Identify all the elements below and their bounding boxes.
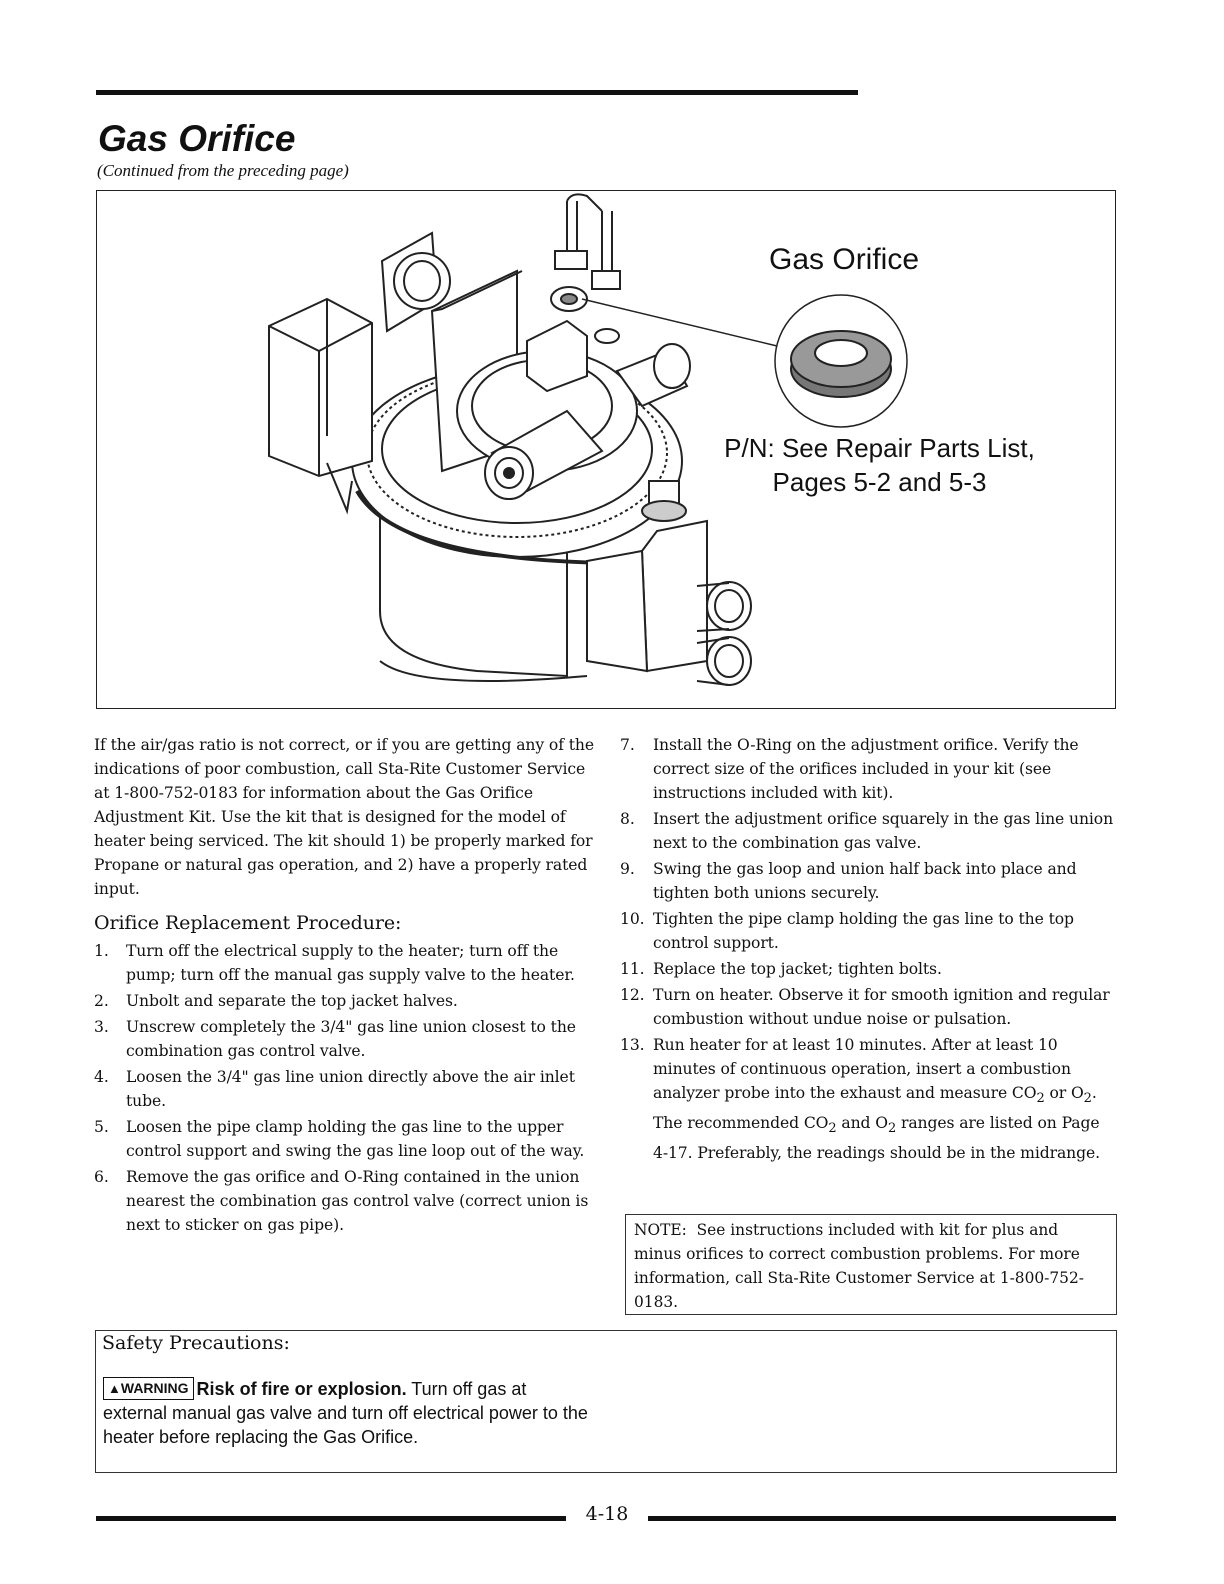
list-item: 11. Replace the top jacket; tighten bolts. — [620, 960, 942, 978]
list-item: 4. Loosen the 3/4" gas line union directly above the air inlet tube. — [94, 1068, 575, 1110]
top-rule — [96, 90, 858, 95]
callout-pn-line1: P/N: See Repair Parts List, — [724, 433, 1035, 463]
warning-badge-label: WARNING — [120, 1380, 189, 1396]
note-box — [625, 1214, 1117, 1315]
note-text: See instructions included with kit for plus and minus orifices to correct combustion problems. For more information, call Sta-Rite Customer Service at 1-800-752-0183. — [634, 1221, 1084, 1311]
warning-badge — [103, 1377, 194, 1400]
procedure-heading: Orifice Replacement Procedure: — [94, 912, 402, 934]
list-item: 10. Tighten the pipe clamp holding the gas line to the top control support. — [620, 910, 1074, 952]
page-title: Gas Orifice — [98, 118, 296, 159]
callout-pn-line2: Pages 5-2 and 5-3 — [772, 467, 987, 497]
warning-bold-text: Risk of fire or explosion. — [196, 1379, 407, 1399]
safety-heading: Safety Precautions: — [102, 1332, 290, 1354]
left-column — [94, 733, 594, 1239]
callout-title: Gas Orifice — [769, 243, 920, 276]
list-item: 7. Install the O-Ring on the adjustment orifice. Verify the correct size of the orifices included in your kit (see instructions included with kit). — [620, 736, 1079, 802]
list-item: 5. Loosen the pipe clamp holding the gas line to the upper control support and swing the gas line loop out of the way. — [94, 1118, 585, 1160]
safety-precautions-box — [95, 1330, 1117, 1473]
list-item: 9. Swing the gas loop and union half back into place and tighten both unions securely. — [620, 860, 1077, 902]
page-subtitle: (Continued from the preceding page) — [97, 161, 349, 180]
procedure-steps-left — [94, 939, 594, 1237]
list-item: 13. Run heater for at least 10 minutes. After at least 10 minutes of continuous operation, insert a combustion analyzer probe into the exhaust and measure $CO_2$ or $O_2$. The recommended $CO_2$ and $O_2$ ranges are listed on Page 4-17. Preferably, the readings should be in the midrange. — [620, 1036, 1100, 1163]
list-item: 1. Turn off the electrical supply to the heater; turn off the pump; turn off the manual gas supply valve to the heater. — [94, 942, 575, 984]
page-number: 4-18 — [585, 1503, 629, 1525]
list-item: 2. Unbolt and separate the top jacket halves. — [94, 992, 458, 1010]
heater-diagram-figure — [96, 190, 1116, 709]
procedure-steps-right — [620, 733, 1115, 1165]
warning-triangle-icon: ▲ — [108, 1381, 121, 1396]
list-item: 3. Unscrew completely the 3/4" gas line union closest to the combination gas control valve. — [94, 1018, 576, 1060]
intro-paragraph: If the air/gas ratio is not correct, or if you are getting any of the indications of poor combustion, call Sta-Rite Customer Service at 1-800-752-0183 for information about the Gas Orifice Adjustment Kit. Use the kit that is designed for the model of heater being serviced. The kit should 1) be properly marked for Propane or natural gas operation, and 2) have a properly rated input. — [94, 736, 594, 898]
list-item: 6. Remove the gas orifice and O-Ring contained in the union nearest the combination gas control valve (correct union is next to sticker on gas pipe). — [94, 1168, 589, 1234]
warning-body-text: Turn off gas at external manual gas valve and turn off electrical power to the heater before replacing the Gas Orifice. — [103, 1379, 588, 1447]
warning-message — [103, 1377, 593, 1449]
list-item: 12. Turn on heater. Observe it for smooth ignition and regular combustion without undue noise or pulsation. — [620, 986, 1110, 1028]
right-column — [620, 733, 1115, 1167]
footer-rule-left — [96, 1516, 566, 1521]
callout-part-number — [707, 431, 1052, 499]
note-label: NOTE: — [634, 1221, 687, 1239]
list-item: 8. Insert the adjustment orifice squarely in the gas line union next to the combination gas valve. — [620, 810, 1114, 852]
footer-rule-right — [648, 1516, 1116, 1521]
